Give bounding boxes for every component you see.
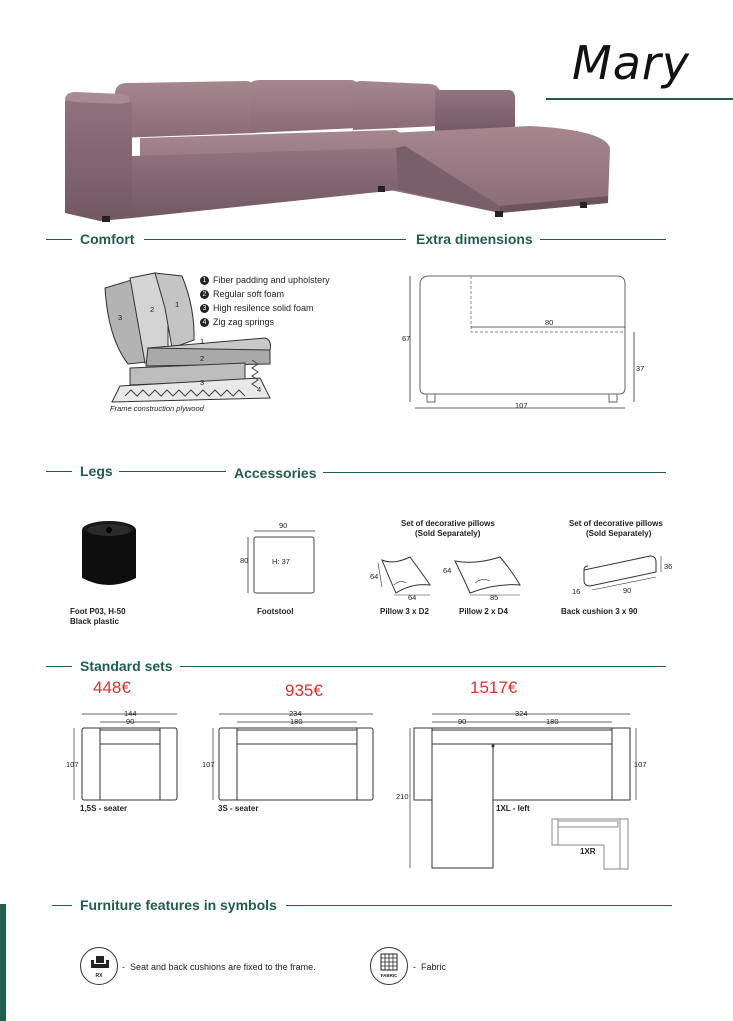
section-title-extra-dimensions: Extra dimensions [416, 231, 533, 247]
back-cushion-diagram [578, 552, 663, 597]
set-1-label: 1,5S - seater [80, 804, 128, 813]
comfort-rule-right [144, 239, 406, 240]
set-2-width-total: 234 [289, 709, 302, 718]
page-edge-accent [0, 904, 6, 1021]
set-3-depth: 107 [634, 760, 647, 769]
section-title-accessories: Accessories [234, 465, 317, 481]
pillow-small-height: 64 [370, 572, 379, 581]
pillow-large-diagram [450, 555, 525, 595]
dim-height: 67 [402, 334, 411, 343]
price-set-2: 935€ [285, 681, 323, 700]
back-header: Set of decorative pillows [569, 519, 663, 528]
leg-foot-image [78, 520, 140, 590]
extra-dimensions-diagram [405, 270, 645, 415]
footstool-label: Footstool [257, 607, 294, 616]
fabric-icon [370, 947, 408, 985]
dim-depth-inner: 80 [545, 318, 554, 327]
legs-rule-left [46, 471, 72, 472]
pillow-small-diagram [372, 555, 437, 595]
fabric-code: FABRIC [380, 973, 398, 978]
pillows-sub: (Sold Separately) [415, 529, 481, 538]
legend-item: 3 High resilence solid foam [200, 301, 330, 315]
pillow-small-width: 64 [408, 593, 417, 602]
footstool-height: H: 37 [272, 557, 290, 566]
comfort-marker-2: 2 [150, 305, 155, 314]
pillow-large-height: 64 [443, 566, 452, 575]
section-title-standard-sets: Standard sets [80, 658, 173, 674]
pillows-header: Set of decorative pillows [401, 519, 495, 528]
set-2-width-seat: 180 [290, 717, 303, 726]
comfort-marker-3b: 3 [200, 378, 205, 387]
leg-material: Black plastic [70, 617, 119, 626]
fixed-cushions-icon [80, 947, 118, 985]
legend-item: 4 Zig zag springs [200, 315, 330, 329]
symbols-rule-right [286, 905, 672, 906]
footstool-depth: 80 [240, 556, 249, 565]
rx-code: RX [95, 973, 103, 979]
symbol-rx-text: - Seat and back cushions are fixed to the frame. [122, 962, 316, 972]
section-title-comfort: Comfort [80, 231, 135, 247]
set-3-width-left: 90 [458, 717, 467, 726]
price-set-3: 1517€ [470, 678, 518, 697]
legend-item: 1 Fiber padding and upholstery [200, 273, 330, 287]
sofa-image [60, 78, 615, 228]
pillow-large-width: 85 [490, 593, 499, 602]
extra-rule-right [540, 239, 666, 240]
comfort-marker-2b: 2 [200, 354, 205, 363]
set-3-length: 210 [396, 792, 409, 801]
footstool-width: 90 [279, 521, 288, 530]
comfort-marker-1: 1 [175, 300, 180, 309]
set-2-label: 3S - seater [218, 804, 259, 813]
sets-rule-right [180, 666, 666, 667]
comfort-rule-left [46, 239, 72, 240]
back-cushion-height: 36 [664, 562, 673, 571]
pillow-large-label: Pillow 2 x D4 [459, 607, 508, 616]
back-cushion-width: 90 [623, 586, 632, 595]
accessories-rule-right [323, 472, 666, 473]
comfort-marker-1b: 1 [200, 337, 205, 346]
pillow-small-label: Pillow 3 x D2 [380, 607, 429, 616]
dim-seat-height: 37 [636, 364, 645, 373]
set-3-width-total: 324 [515, 709, 528, 718]
set-1-depth: 107 [66, 760, 79, 769]
set-3-mirror-diagram [548, 815, 633, 875]
back-cushion-label: Back cushion 3 x 90 [561, 607, 638, 616]
comfort-legend [200, 273, 330, 329]
set-1-width-seat: 90 [126, 717, 135, 726]
dim-width: 107 [515, 401, 528, 410]
set-1-width-total: 144 [124, 709, 137, 718]
sets-rule-left [46, 666, 72, 667]
set-3-sub-label: 1XR [580, 847, 596, 856]
set-3-label: 1XL - left [496, 804, 530, 813]
back-cushion-depth: 16 [572, 587, 581, 596]
frame-caption: Frame construction plywood [110, 404, 204, 413]
set-3-width-right: 180 [546, 717, 559, 726]
back-sub: (Sold Separately) [586, 529, 652, 538]
set-2-depth: 107 [202, 760, 215, 769]
symbol-fabric-text: - Fabric [413, 962, 447, 972]
symbols-rule-left [52, 905, 72, 906]
section-title-legs: Legs [80, 463, 113, 479]
price-set-1: 448€ [93, 678, 131, 697]
product-title: Mary [572, 36, 691, 90]
section-title-symbols: Furniture features in symbols [80, 897, 277, 913]
legs-rule-right [119, 471, 226, 472]
comfort-marker-3: 3 [118, 313, 123, 322]
comfort-marker-4: 4 [257, 385, 262, 394]
legend-item: 2 Regular soft foam [200, 287, 330, 301]
leg-name: Foot P03, H-50 [70, 607, 126, 616]
